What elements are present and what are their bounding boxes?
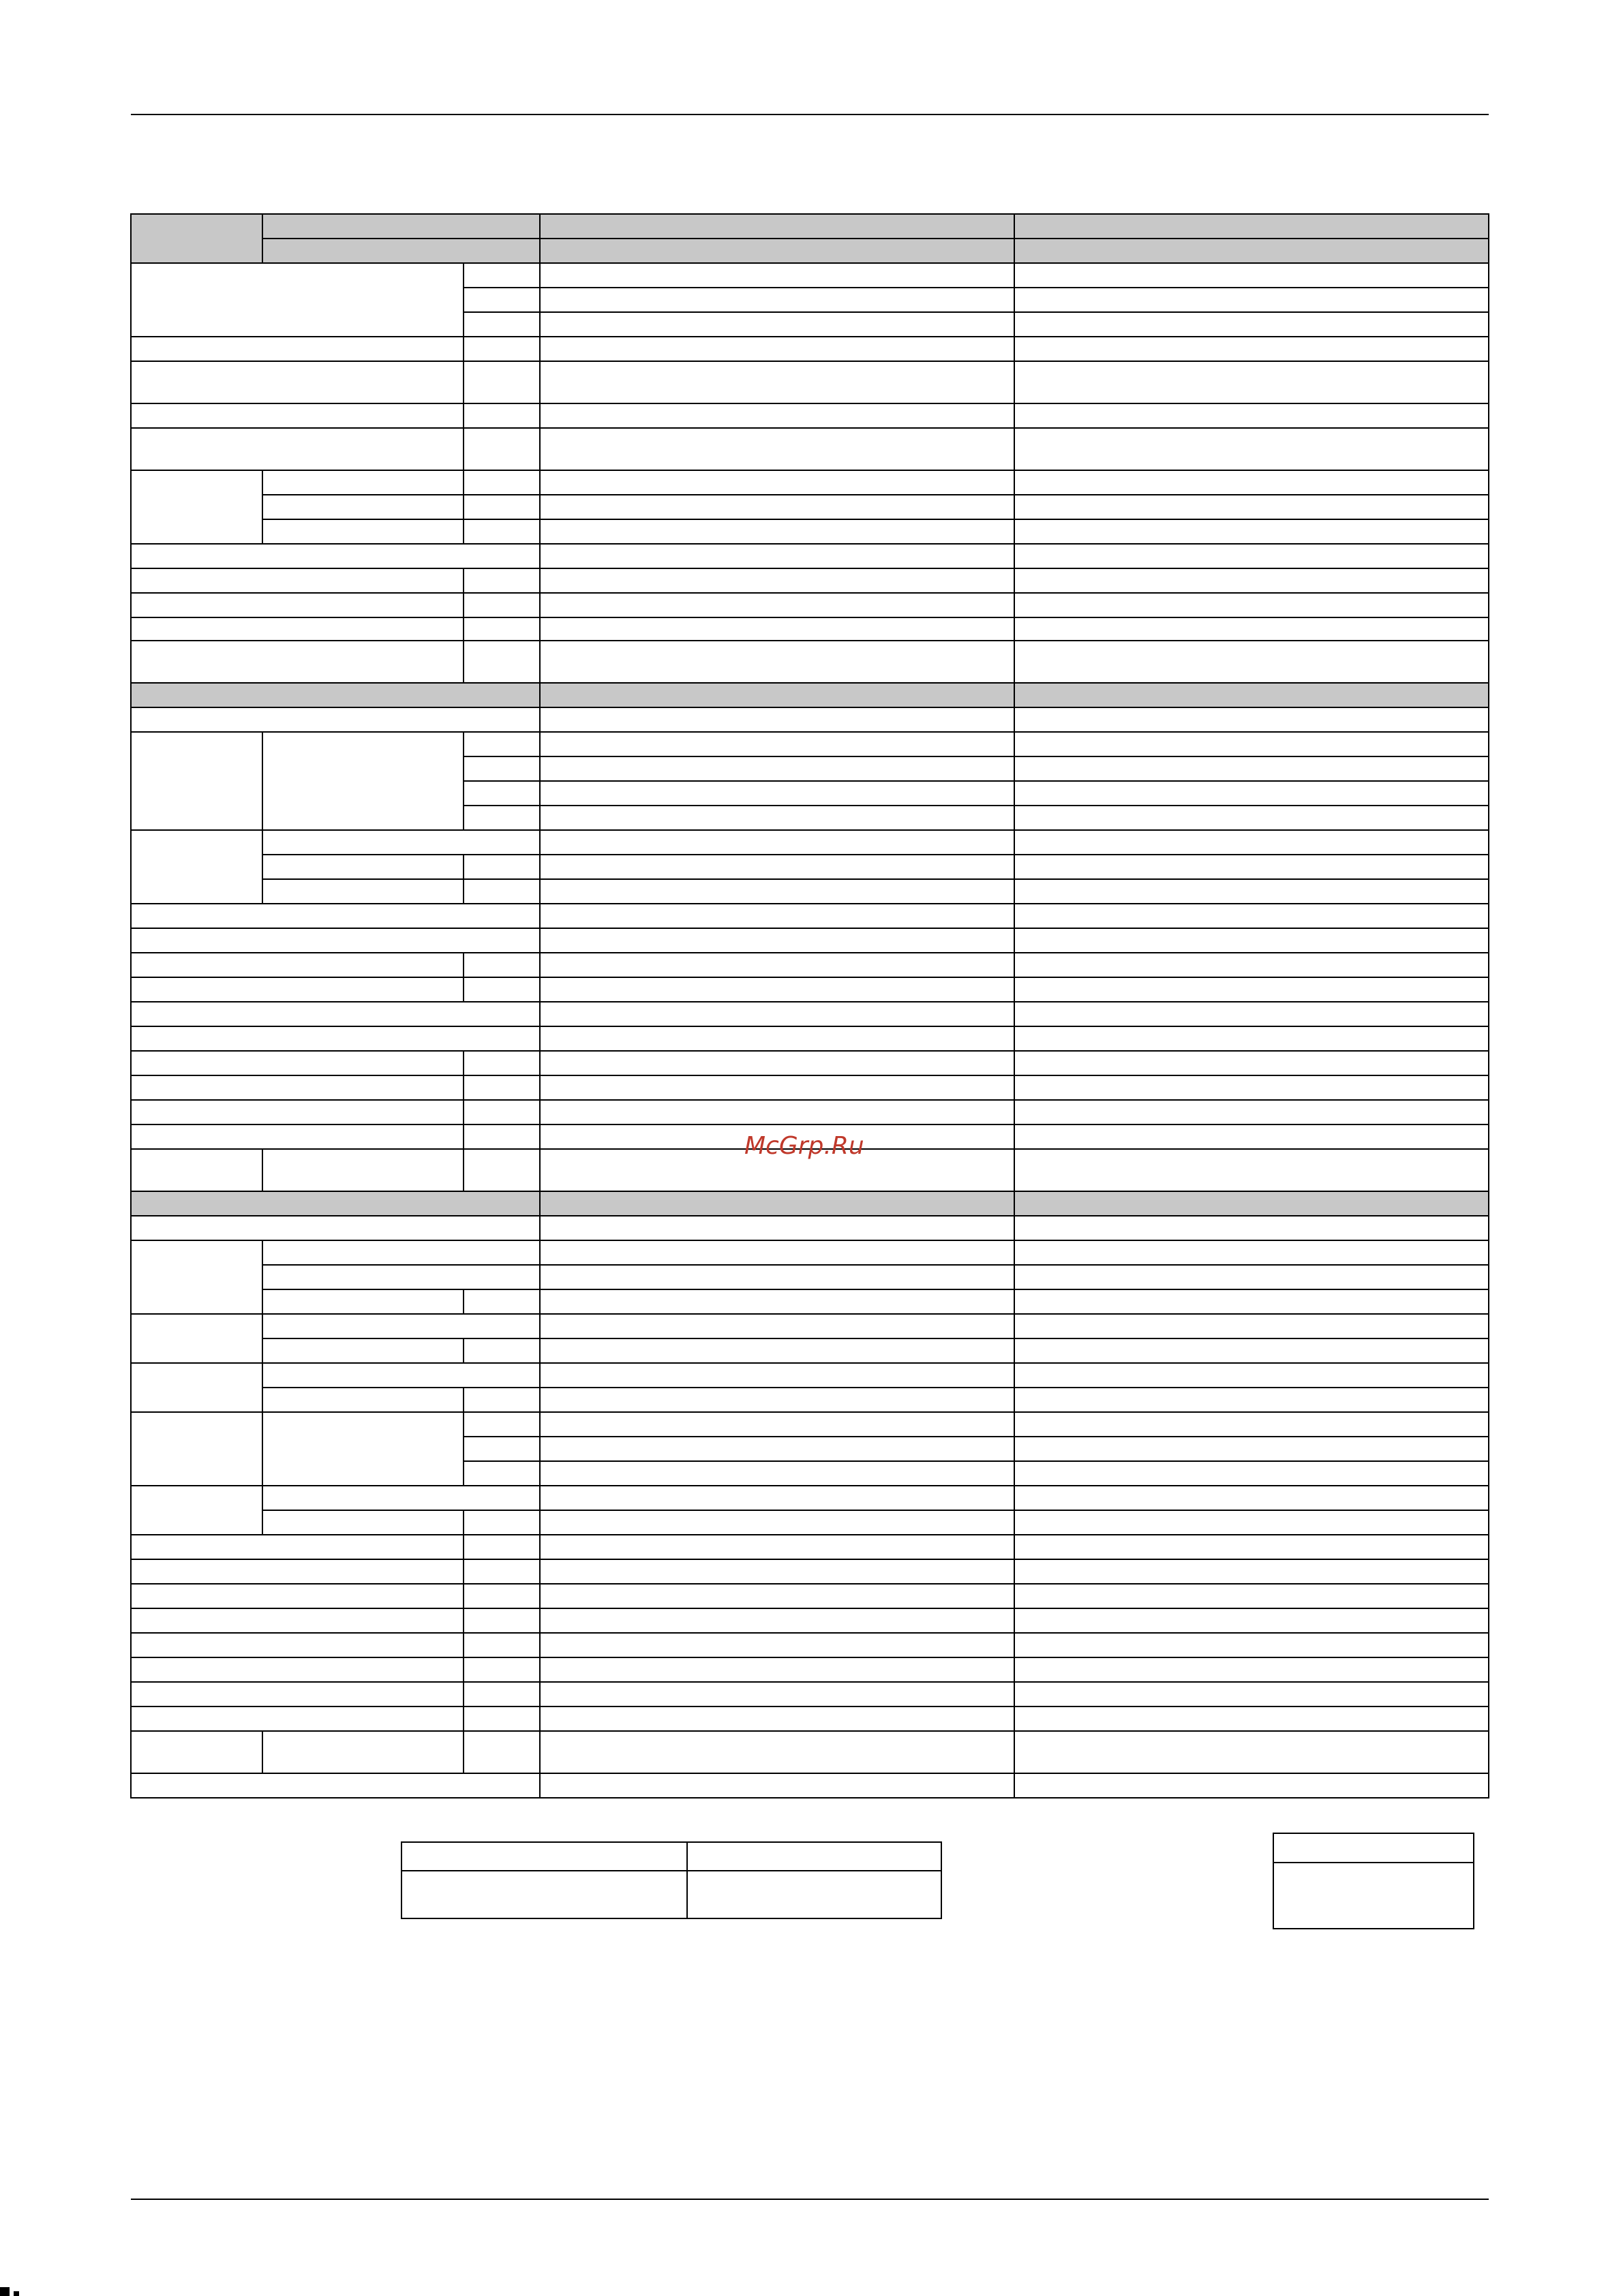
section-header-fill-1 — [131, 683, 540, 707]
section-header-fill-2 — [131, 1191, 540, 1216]
header-shading — [131, 214, 1489, 1216]
footer-left-box — [401, 1842, 941, 1918]
watermark-text: McGrp.Ru — [744, 1132, 864, 1160]
corner-mark-icon — [0, 2284, 41, 2296]
footer-right-box-border — [1273, 1833, 1474, 1929]
table-lines — [131, 214, 1489, 1798]
footer-left-box-border — [401, 1842, 941, 1918]
footer-rule — [131, 2199, 1489, 2200]
footer-right-box — [1273, 1833, 1474, 1929]
table-outer-border — [131, 214, 1489, 1798]
